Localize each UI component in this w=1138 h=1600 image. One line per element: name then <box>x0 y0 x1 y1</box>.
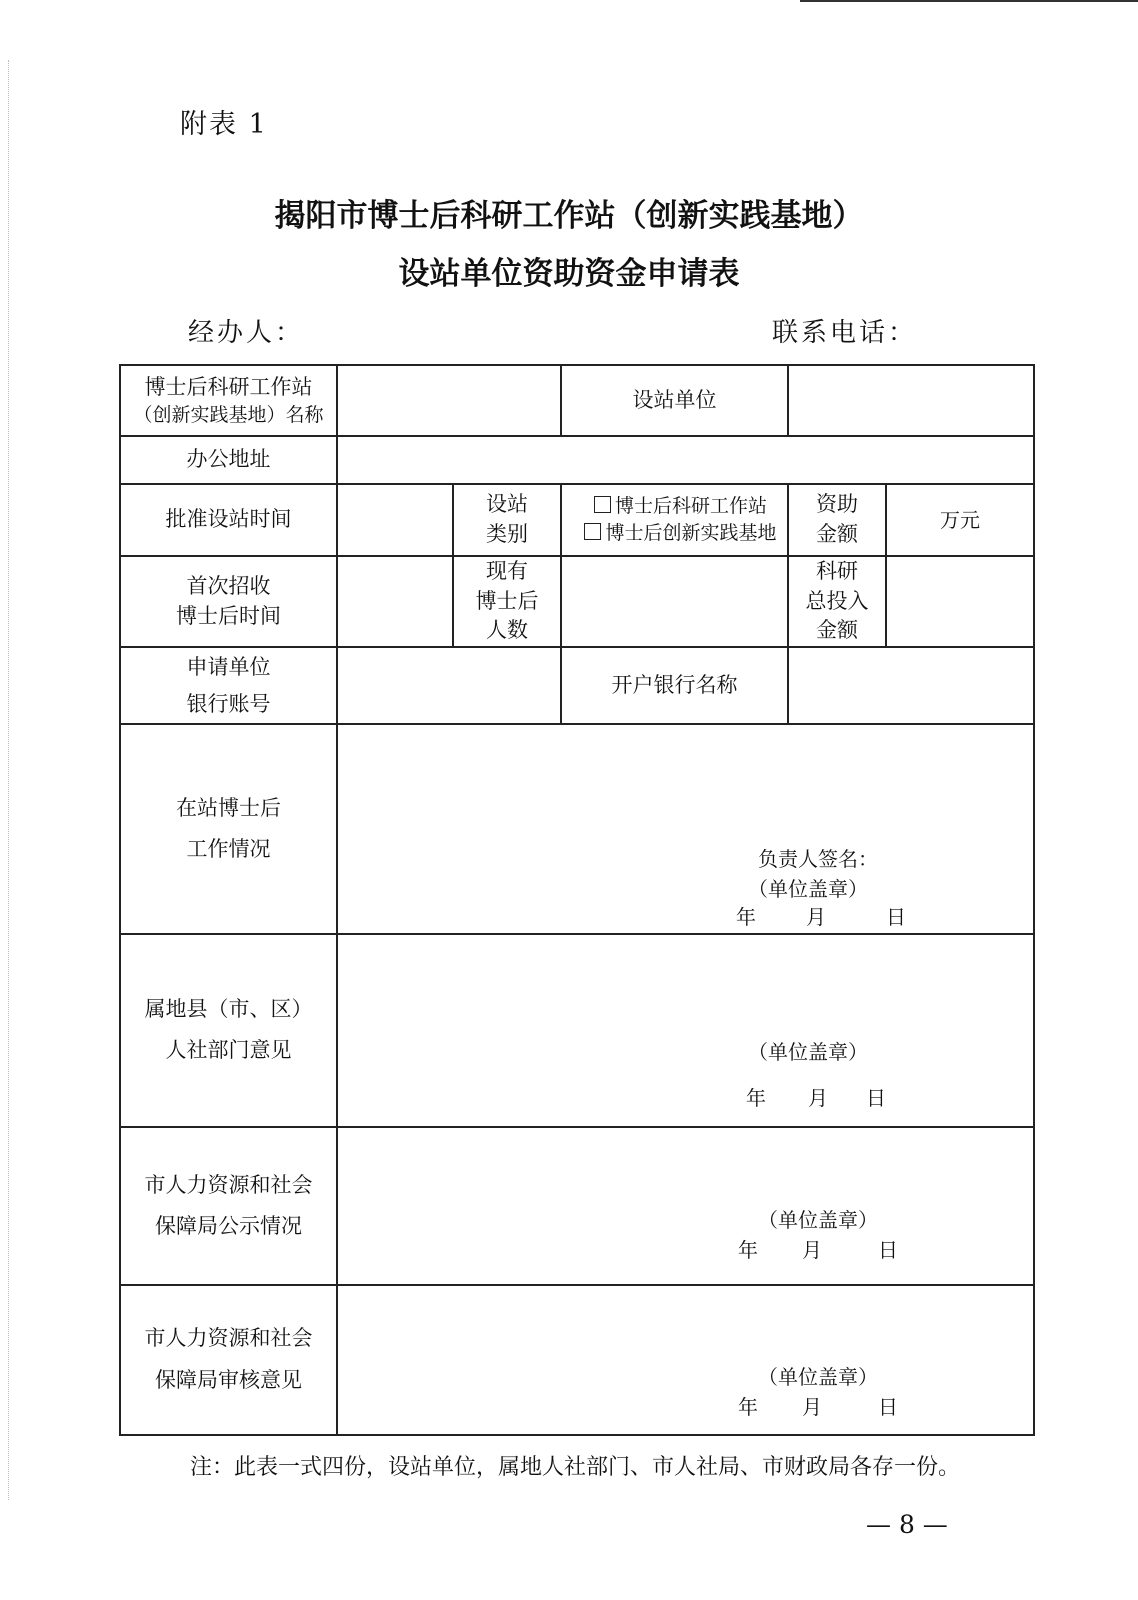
city-publicity-field[interactable] <box>337 1127 1034 1284</box>
station-type-options <box>561 484 788 556</box>
row-county-opinion <box>120 934 1034 1128</box>
date-line <box>736 903 906 931</box>
date-line <box>738 1236 898 1264</box>
station-type-label <box>453 484 561 556</box>
city-publicity-label <box>120 1127 337 1284</box>
county-opinion-label <box>120 934 337 1128</box>
investment-field[interactable] <box>886 556 1034 648</box>
row-station-name <box>120 365 1034 436</box>
month-label: 月 <box>802 1394 822 1419</box>
investment-label-line3: 金额 <box>816 618 858 643</box>
station-name-field[interactable] <box>337 365 561 436</box>
first-recruit-label <box>120 556 337 648</box>
city-review-label <box>120 1285 337 1435</box>
first-recruit-field[interactable] <box>337 556 453 648</box>
row-work-status <box>120 724 1034 933</box>
year-label: 年 <box>736 905 756 929</box>
investment-label <box>788 556 886 648</box>
office-address-field[interactable] <box>337 436 1034 484</box>
bank-account-field[interactable] <box>337 647 561 724</box>
current-count-label-line2: 博士后 <box>475 588 539 613</box>
investment-label-line1: 科研 <box>816 559 858 584</box>
city-review-field[interactable] <box>337 1285 1034 1435</box>
station-name-label-line2: （创新实践基地）名称 <box>133 403 324 426</box>
office-address-label: 办公地址 <box>120 436 337 484</box>
row-approval <box>120 484 1034 556</box>
date-line <box>738 1393 898 1421</box>
year-label: 年 <box>738 1237 758 1262</box>
seal-label: （单位盖章） <box>758 1207 878 1232</box>
city-publicity-label-line1: 市人力资源和社会 <box>144 1172 313 1197</box>
first-recruit-label-line2: 博士后时间 <box>176 603 281 628</box>
work-status-label-line2: 工作情况 <box>186 837 271 861</box>
current-count-field[interactable] <box>561 556 788 648</box>
checkbox-icon[interactable] <box>594 496 611 513</box>
phone-label: 联系电话： <box>772 318 918 348</box>
top-rule <box>800 0 1138 2</box>
bank-account-label-line2: 银行账号 <box>186 691 271 716</box>
row-city-publicity <box>120 1127 1034 1284</box>
day-label: 日 <box>866 1085 886 1110</box>
row-city-review <box>120 1285 1034 1435</box>
seal-label: （单位盖章） <box>758 1364 878 1389</box>
option-innovation-base-label: 博士后创新实践基地 <box>605 521 777 544</box>
county-opinion-label-line2: 人社部门意见 <box>165 1038 292 1063</box>
county-opinion-field[interactable] <box>337 934 1034 1128</box>
month-label: 月 <box>808 1085 828 1110</box>
day-label: 日 <box>878 1237 898 1262</box>
bank-name-label: 开户银行名称 <box>561 647 788 724</box>
year-label: 年 <box>746 1085 766 1110</box>
current-count-label-line3: 人数 <box>486 618 528 643</box>
row-office-address <box>120 436 1034 484</box>
host-unit-label: 设站单位 <box>561 365 788 436</box>
month-label: 月 <box>802 1237 822 1262</box>
option-research-station[interactable] <box>574 493 787 520</box>
seal-label: （单位盖章） <box>748 1039 868 1064</box>
station-name-label <box>120 365 337 436</box>
form-title-line2: 设站单位资助资金申请表 <box>398 256 740 292</box>
footnote: 注：此表一式四份，设站单位，属地人社部门、市人社局、市财政局各存一份。 <box>190 1455 961 1480</box>
funding-amount-label <box>788 484 886 556</box>
day-label: 日 <box>878 1394 898 1419</box>
station-type-label-line1: 设站 <box>486 492 528 517</box>
city-review-label-line1: 市人力资源和社会 <box>144 1326 313 1351</box>
host-unit-field[interactable] <box>788 365 1034 436</box>
row-bank <box>120 647 1034 724</box>
approval-time-field[interactable] <box>337 484 453 556</box>
handler-label: 经办人： <box>188 318 305 348</box>
funding-amount-field[interactable] <box>886 484 1034 556</box>
county-opinion-label-line1: 属地县（市、区） <box>144 997 313 1022</box>
page-number: — 8 — <box>866 1510 948 1539</box>
day-label: 日 <box>886 905 906 929</box>
work-status-label-line1: 在站博士后 <box>176 795 281 820</box>
attachment-label: 附表 1 <box>180 109 268 140</box>
city-publicity-label-line2: 保障局公示情况 <box>155 1214 302 1239</box>
month-label: 月 <box>806 905 826 929</box>
work-status-field[interactable] <box>337 724 1034 933</box>
signer-label: 负责人签名： <box>758 847 878 871</box>
date-line <box>746 1084 886 1112</box>
bank-account-label-line1: 申请单位 <box>186 654 271 679</box>
bank-account-label <box>120 647 337 724</box>
station-type-label-line2: 类别 <box>486 521 528 546</box>
row-recruit <box>120 556 1034 648</box>
option-innovation-base[interactable] <box>574 520 787 547</box>
city-review-label-line2: 保障局审核意见 <box>155 1367 302 1392</box>
application-form-table <box>119 364 1035 1436</box>
option-research-station-label: 博士后科研工作站 <box>614 495 767 518</box>
bank-name-field[interactable] <box>788 647 1034 724</box>
funding-amount-label-line2: 金额 <box>816 521 858 546</box>
approval-time-label: 批准设站时间 <box>120 484 337 556</box>
form-title-line1: 揭阳市博士后科研工作站（创新实践基地） <box>274 198 864 234</box>
station-name-label-line1: 博士后科研工作站 <box>144 374 313 399</box>
year-label: 年 <box>738 1394 758 1419</box>
funding-unit: 万元 <box>940 507 980 532</box>
checkbox-icon[interactable] <box>584 523 601 540</box>
current-count-label-line1: 现有 <box>486 559 528 584</box>
first-recruit-label-line1: 首次招收 <box>186 574 271 599</box>
funding-amount-label-line1: 资助 <box>816 492 858 517</box>
seal-label: （单位盖章） <box>748 877 868 901</box>
investment-label-line2: 总投入 <box>805 588 869 613</box>
current-count-label <box>453 556 561 648</box>
work-status-label <box>120 724 337 933</box>
